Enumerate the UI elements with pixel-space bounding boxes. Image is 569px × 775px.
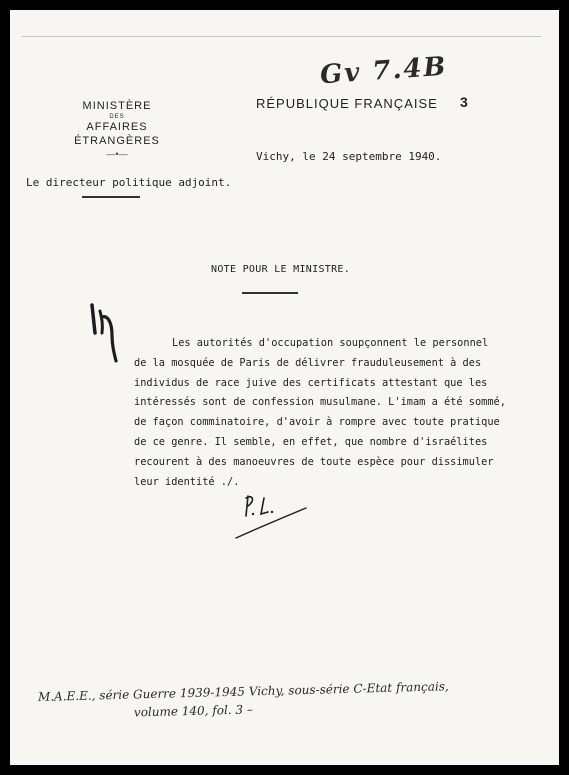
note-body	[134, 334, 554, 492]
title-underline	[242, 292, 298, 294]
archive-reference: Gv 7.4B	[319, 51, 449, 91]
ministry-line-1: MINISTÈRE	[82, 100, 152, 112]
body-line: individus de race juive des certificats attestant que les	[134, 376, 488, 389]
body-line: intéressés sont de confession musulmane. L'imam a été sommé,	[134, 396, 506, 409]
body-line: Les autorités d'occupation soupçonnent le personnel	[172, 337, 489, 349]
signature-initials	[228, 490, 308, 546]
body-line: leur identité ./.	[134, 475, 240, 488]
sender-underline	[82, 196, 140, 198]
document-page	[10, 10, 559, 765]
body-line: de façon comminatoire, d'avoir à rompre avec toute pratique	[134, 416, 500, 429]
handwritten-check-mark-icon	[78, 295, 128, 369]
page-number: 3	[460, 94, 468, 110]
source-note-line-1: M.A.E.E., série Guerre 1939-1945 Vichy, sous-série C-Etat français,	[37, 679, 449, 704]
note-title: NOTE POUR LE MINISTRE.	[211, 264, 351, 275]
republic-heading: RÉPUBLIQUE FRANÇAISE	[256, 96, 438, 111]
body-line: de ce genre. Il semble, en effet, que nombre d'israélites	[134, 435, 488, 448]
sender-title: Le directeur politique adjoint.	[26, 176, 232, 189]
archive-source-note	[37, 679, 543, 723]
top-edge-line	[22, 36, 541, 37]
letterhead-separator: —•—	[106, 148, 128, 159]
body-line: de la mosquée de Paris de délivrer frauduleusement à des	[134, 356, 482, 369]
source-note-line-2: volume 140, fol. 3 –	[133, 701, 254, 720]
ministry-letterhead	[52, 100, 182, 160]
ministry-line-2: DES	[109, 113, 125, 120]
body-line: recourent à des manoeuvres de toute espèce pour dissimuler	[134, 455, 494, 468]
dateline: Vichy, le 24 septembre 1940.	[256, 150, 442, 163]
ministry-line-3: AFFAIRES ÉTRANGÈRES	[74, 121, 160, 147]
